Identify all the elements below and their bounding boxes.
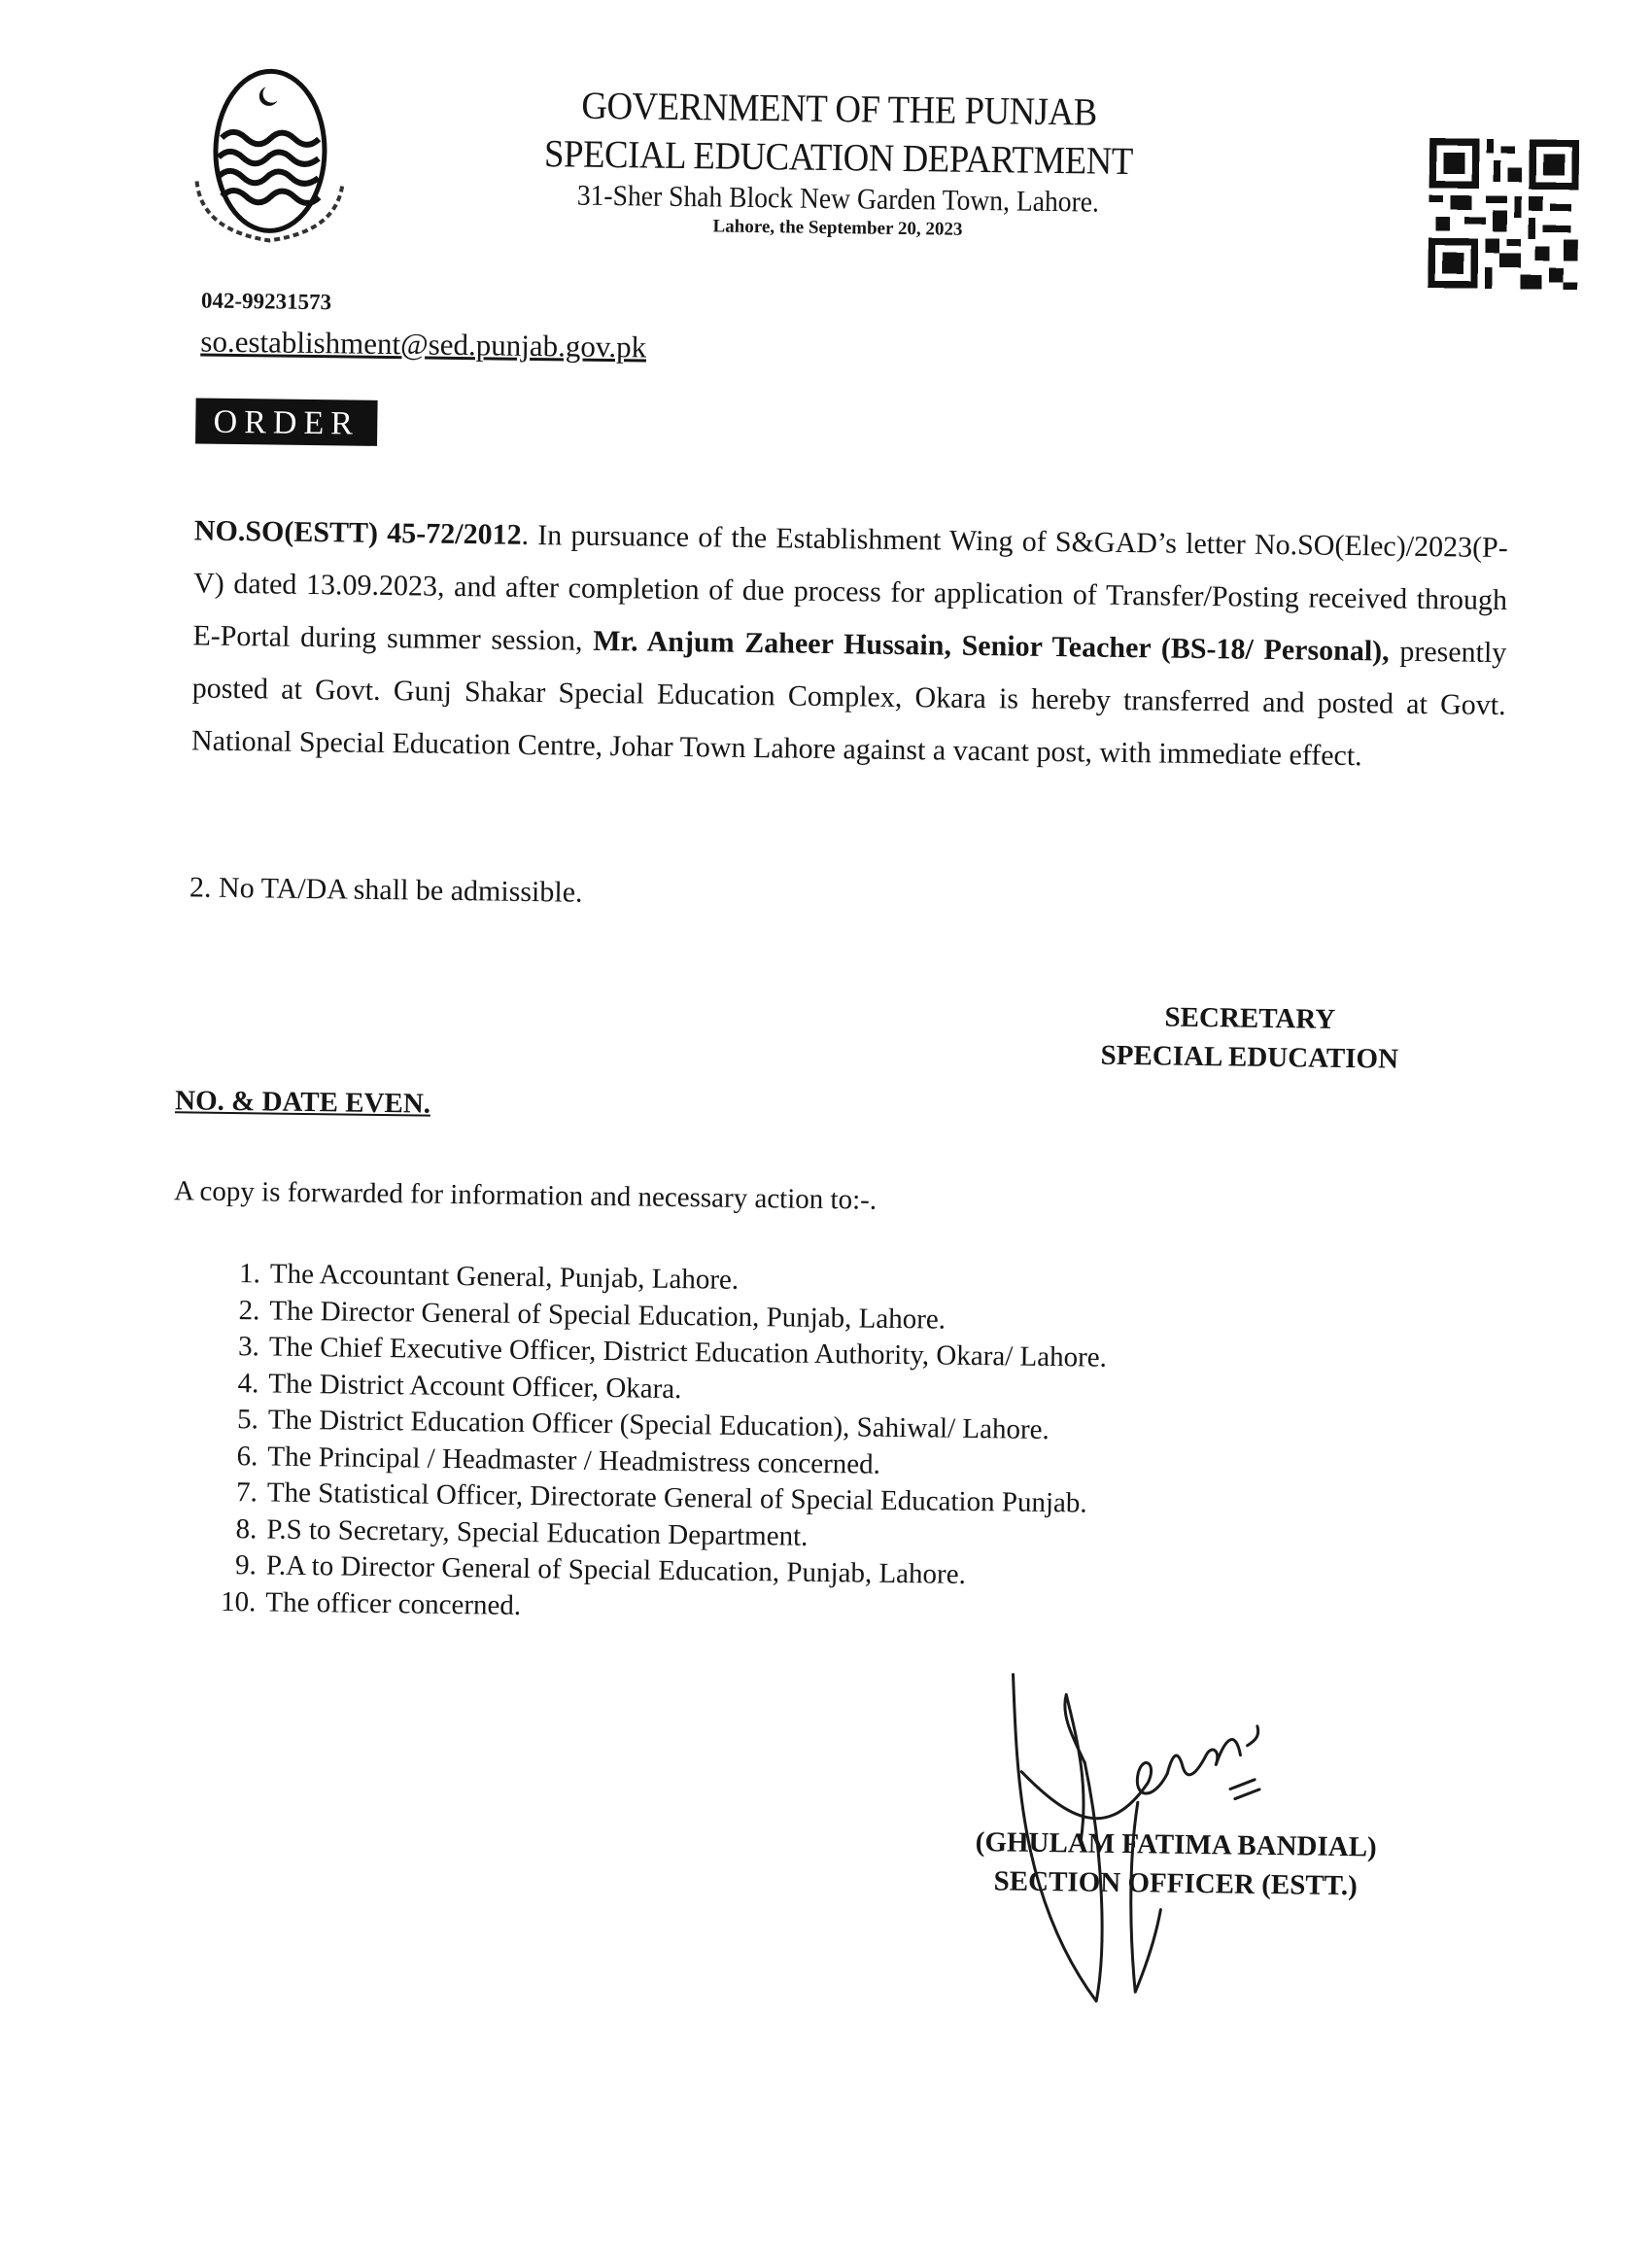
secretary-block xyxy=(1050,996,1450,1079)
order-paragraph-2: 2. No TA/DA shall be admissible. xyxy=(189,871,583,909)
employee-name: Mr. Anjum Zaheer Hussain, Senior Teacher (BS-18/ Personal), xyxy=(593,624,1390,668)
copy-list xyxy=(197,1256,1108,1632)
officer-name: (GHULAM FATIMA BANDIAL) xyxy=(975,1826,1377,1863)
order-heading: ORDER xyxy=(195,398,378,445)
list-number: 10. xyxy=(220,1585,257,1617)
list-text: The Chief Executive Officer, District Education Authority, Okara/ Lahore. xyxy=(268,1331,1108,1373)
list-text: The officer concerned. xyxy=(265,1585,522,1621)
qr-code xyxy=(1428,134,1579,294)
list-number: 4. xyxy=(237,1367,259,1399)
order-paragraph xyxy=(191,504,1508,784)
officer-title: SECTION OFFICER (ESTT.) xyxy=(993,1865,1358,1902)
list-number: 5. xyxy=(236,1404,259,1436)
list-number: 1. xyxy=(238,1258,261,1290)
copy-intro: A copy is forwarded for information and necessary action to:-. xyxy=(173,1175,878,1216)
order-reference: NO.SO(ESTT) 45-72/2012 xyxy=(193,514,522,551)
list-text: P.S to Secretary, Special Education Department. xyxy=(266,1513,809,1552)
list-number: 7. xyxy=(235,1477,258,1509)
list-text: The Principal / Headmaster / Headmistress concerned. xyxy=(267,1441,881,1480)
list-text: The Accountant General, Punjab, Lahore. xyxy=(269,1258,740,1296)
header-address: 31-Sher Shah Block New Garden Town, Lahore. xyxy=(576,179,1100,219)
number-date-even: NO. & DATE EVEN. xyxy=(174,1085,431,1120)
secretary-title: SECRETARY xyxy=(1164,1001,1336,1035)
list-number: 6. xyxy=(236,1440,258,1472)
secretary-department: SPECIAL EDUCATION xyxy=(1100,1039,1399,1075)
list-number: 3. xyxy=(237,1331,260,1363)
list-number: 9. xyxy=(234,1549,258,1581)
list-text: The Director General of Special Education, Punjab, Lahore. xyxy=(269,1295,946,1336)
list-text: The District Account Officer, Okara. xyxy=(268,1368,682,1405)
header-government: GOVERNMENT OF THE PUNJAB xyxy=(581,83,1098,134)
list-text: The District Education Officer (Special Education), Sahiwal/ Lahore. xyxy=(267,1404,1050,1446)
header-date: Lahore, the September 20, 2023 xyxy=(712,216,963,240)
list-text: The Statistical Officer, Directorate General of Special Education Punjab. xyxy=(266,1477,1087,1519)
order-text-2: presently posted at Govt. Gunj Shakar Special Education Complex, Okara is hereby transferred and posted at Govt. National Special Education Centre, Johar Town Lahore against a vacant post, with immediate effect. xyxy=(190,635,1507,773)
contact-email[interactable]: so.establishment@sed.punjab.gov.pk xyxy=(200,324,647,365)
list-text: P.A to Director General of Special Education, Punjab, Lahore. xyxy=(265,1549,967,1590)
contact-phone: 042-99231573 xyxy=(200,288,332,315)
handwritten-signature xyxy=(989,1654,1276,2018)
list-number: 8. xyxy=(235,1512,258,1545)
header-department: SPECIAL EDUCATION DEPARTMENT xyxy=(543,131,1134,184)
order-text-1: . In pursuance of the Establishment Wing of S&GAD’s letter No.SO(Elec)/2023(P-V) dated 13.09.2023, and after completion of due process for application of Transfer/Posting received through E-Portal during summer session, xyxy=(192,518,1508,657)
list-number: 2. xyxy=(238,1294,260,1326)
